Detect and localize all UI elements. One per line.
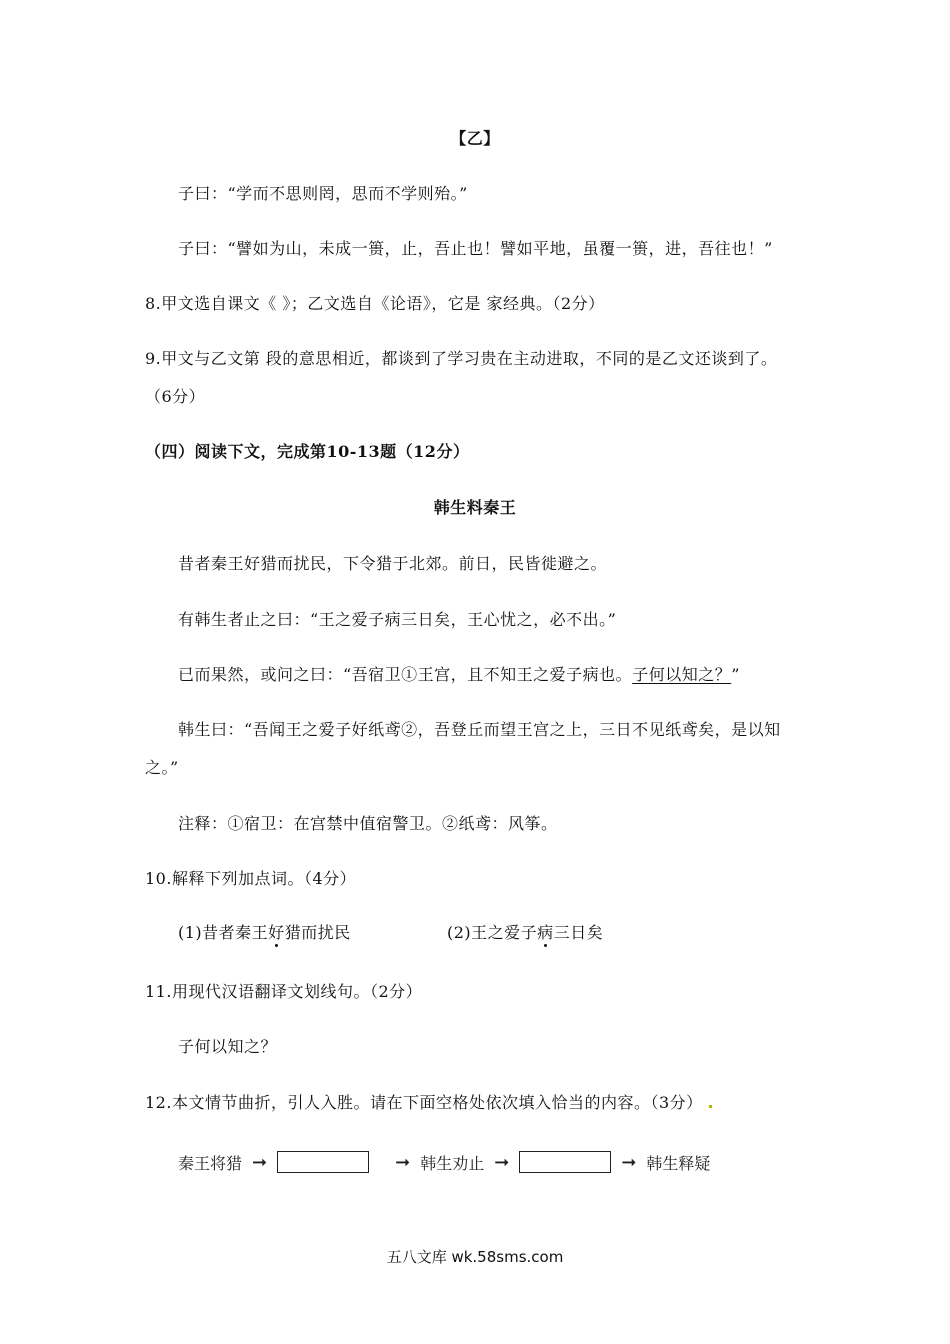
q10-item-1-dotted-word: 好 — [268, 923, 285, 942]
q10-item-1-b: 猎而扰民 — [284, 923, 351, 942]
question-9-line-2: （6分） — [145, 387, 206, 406]
part-4-heading: （四）阅读下文，完成第10-13题（12分） — [145, 442, 470, 461]
passage-paragraph-2: 有韩生者止之曰：“王之爱子病三日矣，王心忧之，必不出。” — [178, 610, 617, 629]
question-11-sentence: 子何以知之？ — [178, 1037, 278, 1056]
stray-mark — [709, 1105, 712, 1108]
flow-blank-box-1[interactable] — [277, 1151, 369, 1173]
flow-blank-box-2[interactable] — [519, 1151, 611, 1173]
passage-paragraph-4-line-1: 韩生曰：“吾闻王之爱子好纸鸢②，吾登丘而望王宫之上，三日不见纸鸢矣，是以知 — [178, 720, 781, 739]
underlined-sentence: 子何以知之？ — [632, 665, 732, 684]
question-12-text: 12.本文情节曲折，引人入胜。请在下面空格处依次填入恰当的内容。（3分） — [145, 1093, 703, 1112]
q10-item-2-a: (2)王之爱子 — [447, 923, 538, 942]
p3-prefix: 已而果然，或问之曰：“吾宿卫①王宫，且不知王之爱子病也。 — [178, 665, 633, 684]
yi-line-1: 子曰：“学而不思则罔，思而不学则殆。” — [178, 184, 468, 203]
q10-item-1 — [178, 922, 351, 944]
flow-step-5: 韩生释疑 — [646, 1153, 711, 1173]
passage-paragraph-3 — [178, 664, 740, 686]
passage-note: 注释：①宿卫：在宫禁中值宿警卫。②纸鸢：风筝。 — [178, 814, 558, 833]
question-9-line-1: 9.甲文与乙文第 段的意思相近，都谈到了学习贵在主动进取，不同的是乙文还谈到了。 — [145, 349, 778, 368]
footer-watermark: 五八文库 wk.58sms.com — [386, 1248, 564, 1266]
question-10: 10.解释下列加点词。（4分） — [145, 869, 357, 888]
q10-item-2-dotted-word: 病 — [537, 923, 554, 942]
flow-arrow-icon: ➞ — [252, 1151, 268, 1173]
question-8: 8.甲文选自课文《 》；乙文选自《论语》，它是 家经典。（2分） — [145, 294, 605, 313]
q10-item-2 — [447, 922, 603, 944]
question-11: 11.用现代汉语翻译文划线句。（2分） — [145, 982, 423, 1001]
flow-step-3: 韩生劝止 — [420, 1153, 485, 1173]
p3-suffix: ” — [731, 665, 740, 684]
passage-title: 韩生料秦王 — [433, 498, 517, 517]
plot-flow-diagram — [178, 1148, 710, 1176]
yi-line-2: 子曰：“譬如为山，未成一篑，止，吾止也！譬如平地，虽覆一篑，进，吾往也！” — [178, 239, 773, 258]
q10-item-2-b: 三日矣 — [553, 923, 604, 942]
question-12 — [145, 1092, 712, 1114]
passage-paragraph-1: 昔者秦王好猎而扰民，下令猎于北郊。前日，民皆徙避之。 — [178, 554, 608, 573]
flow-arrow-icon: ➞ — [395, 1151, 411, 1173]
passage-paragraph-4-line-2: 之。” — [145, 758, 179, 777]
q10-item-1-a: (1)昔者秦王 — [178, 923, 269, 942]
flow-step-1: 秦王将猎 — [178, 1153, 243, 1173]
flow-arrow-icon: ➞ — [621, 1151, 637, 1173]
flow-arrow-icon: ➞ — [494, 1151, 510, 1173]
section-title: 【乙】 — [450, 129, 500, 148]
